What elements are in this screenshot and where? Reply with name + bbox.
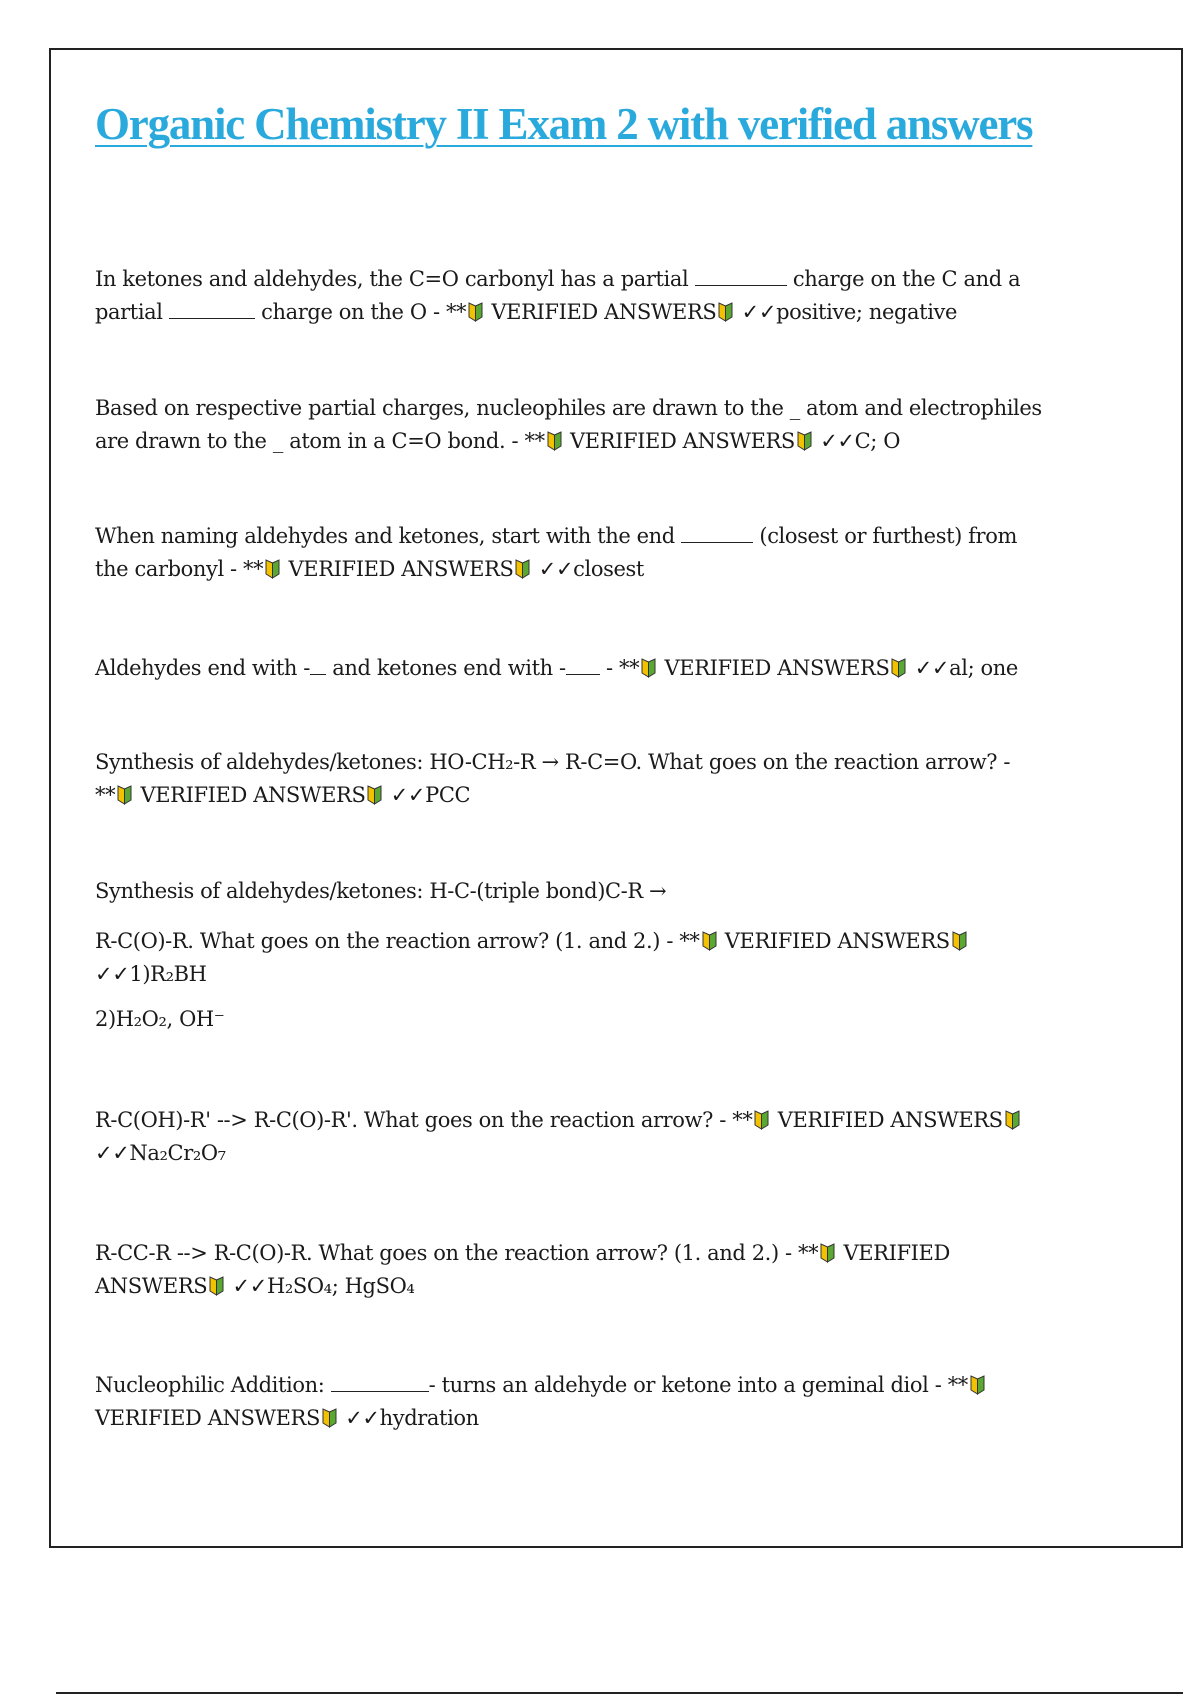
question-text: charge on the C and a <box>792 267 1021 291</box>
question-text: Aldehydes end with - <box>95 656 310 680</box>
verified-label: VERIFIED ANSWERS <box>664 656 890 680</box>
answer-text: 2)H₂O₂, OH⁻ <box>95 1007 225 1031</box>
question-text: Nucleophilic Addition: <box>95 1373 325 1397</box>
page-bottom-rule <box>56 1692 1183 1694</box>
question-line <box>95 263 1095 296</box>
question-line: Synthesis of aldehydes/ketones: H-C-(triple bond)C-R → <box>95 879 667 903</box>
check-icon: ✓✓ <box>538 557 574 581</box>
answer-blank <box>169 300 255 319</box>
qa-item-3 <box>95 520 1095 586</box>
question-text: (closest or furthest) from <box>759 524 1017 548</box>
stars-marker: ** <box>619 656 640 680</box>
question-line <box>95 1402 1095 1435</box>
question-line <box>95 553 1095 586</box>
verified-label: VERIFIED ANSWERS <box>288 557 514 581</box>
verified-label: VERIFIED ANSWERS <box>569 429 795 453</box>
answer-text: 1)R₂BH <box>129 962 207 986</box>
question-line <box>95 1270 1095 1303</box>
beginner-badge-icon <box>754 1107 769 1127</box>
question-line <box>95 925 1095 958</box>
answer-text: closest <box>573 557 644 581</box>
answer-blank <box>331 1373 429 1392</box>
question-line <box>95 1369 1095 1402</box>
qa-item-4 <box>95 652 1095 685</box>
verified-label: VERIFIED ANSWERS <box>491 300 717 324</box>
qa-item-7 <box>95 1104 1095 1170</box>
stars-marker: ** <box>732 1108 753 1132</box>
beginner-badge-icon <box>515 556 530 576</box>
qa-item-9 <box>95 1369 1095 1435</box>
answer-text: Na₂Cr₂O₇ <box>129 1141 226 1165</box>
stars-marker: ** <box>798 1241 819 1265</box>
question-text: R-C(OH)-R' --> R-C(O)-R'. What goes on the reaction arrow? - <box>95 1108 726 1132</box>
verified-label: VERIFIED ANSWERS <box>724 929 950 953</box>
check-icon: ✓✓ <box>741 300 777 324</box>
document-title: Organic Chemistry II Exam 2 with verified answers <box>95 99 1033 149</box>
stars-marker: ** <box>524 429 545 453</box>
answer-text: C; O <box>854 429 901 453</box>
question-line <box>95 652 1095 685</box>
question-line <box>95 425 1095 458</box>
stars-marker: ** <box>243 557 264 581</box>
answer-text: positive; negative <box>776 300 958 324</box>
check-icon: ✓✓ <box>95 962 130 986</box>
beginner-badge-icon <box>209 1273 224 1293</box>
question-line <box>95 1104 1095 1137</box>
question-line: Based on respective partial charges, nucleophiles are drawn to the _ atom and electrophiles <box>95 396 1042 420</box>
question-text: - turns an aldehyde or ketone into a geminal diol - <box>428 1373 942 1397</box>
stars-marker: ** <box>679 929 700 953</box>
beginner-badge-icon <box>117 782 132 802</box>
question-text: In ketones and aldehydes, the C=O carbonyl has a partial <box>95 267 689 291</box>
verified-label: VERIFIED ANSWERS <box>140 783 366 807</box>
question-text: When naming aldehydes and ketones, start with the end <box>95 524 675 548</box>
qa-item-2 <box>95 392 1095 458</box>
question-line <box>95 296 1095 329</box>
question-text: partial <box>95 300 163 324</box>
stars-marker: ** <box>445 300 467 324</box>
answer-blank <box>695 267 787 286</box>
beginner-badge-icon <box>891 655 906 675</box>
question-line <box>95 520 1095 553</box>
answer-text: H₂SO₄; HgSO₄ <box>266 1274 415 1298</box>
question-line <box>95 1137 1095 1170</box>
beginner-badge-icon <box>952 928 967 948</box>
question-text: ANSWERS <box>95 1274 208 1298</box>
beginner-badge-icon <box>718 299 733 319</box>
beginner-badge-icon <box>468 299 483 319</box>
qa-item-8 <box>95 1237 1095 1303</box>
beginner-badge-icon <box>702 928 717 948</box>
check-icon: ✓✓ <box>820 429 855 453</box>
answer-blank <box>566 656 600 675</box>
question-text: - <box>606 656 613 680</box>
question-text: R-CC-R --> R-C(O)-R. What goes on the reaction arrow? (1. and 2.) - <box>95 1241 792 1265</box>
question-text: are drawn to the _ atom in a C=O bond. - <box>95 429 519 453</box>
question-line <box>95 958 1095 991</box>
question-text: the carbonyl - <box>95 557 237 581</box>
question-text: R-C(O)-R. What goes on the reaction arrow? (1. and 2.) - <box>95 929 674 953</box>
beginner-badge-icon <box>1005 1107 1020 1127</box>
question-text: VERIFIED <box>843 1241 950 1265</box>
beginner-badge-icon <box>970 1372 985 1392</box>
stars-marker: ** <box>95 783 116 807</box>
stars-marker: ** <box>947 1373 968 1397</box>
question-line <box>95 1237 1095 1270</box>
beginner-badge-icon <box>820 1240 835 1260</box>
beginner-badge-icon <box>322 1405 337 1425</box>
beginner-badge-icon <box>265 556 280 576</box>
question-text: and ketones end with - <box>332 656 566 680</box>
question-line: Synthesis of aldehydes/ketones: HO-CH₂-R → R-C=O. What goes on the reaction arrow? - <box>95 750 1011 774</box>
verified-label: VERIFIED ANSWERS <box>777 1108 1003 1132</box>
check-icon: ✓✓ <box>914 656 950 680</box>
answer-blank <box>681 524 753 543</box>
beginner-badge-icon <box>367 782 382 802</box>
answer-text: al; one <box>949 656 1018 680</box>
answer-blank <box>310 656 326 675</box>
qa-item-6 <box>95 875 1095 1036</box>
beginner-badge-icon <box>797 428 812 448</box>
verified-label: VERIFIED ANSWERS <box>95 1406 320 1430</box>
answer-text: PCC <box>425 783 471 807</box>
answer-text: hydration <box>379 1406 479 1430</box>
check-icon: ✓✓ <box>232 1274 267 1298</box>
qa-item-5 <box>95 746 1095 812</box>
check-icon: ✓✓ <box>390 783 426 807</box>
check-icon: ✓✓ <box>95 1141 130 1165</box>
question-line <box>95 779 1095 812</box>
qa-item-1 <box>95 263 1095 329</box>
check-icon: ✓✓ <box>345 1406 380 1430</box>
question-text: charge on the O - <box>261 300 440 324</box>
beginner-badge-icon <box>641 655 656 675</box>
beginner-badge-icon <box>547 428 562 448</box>
